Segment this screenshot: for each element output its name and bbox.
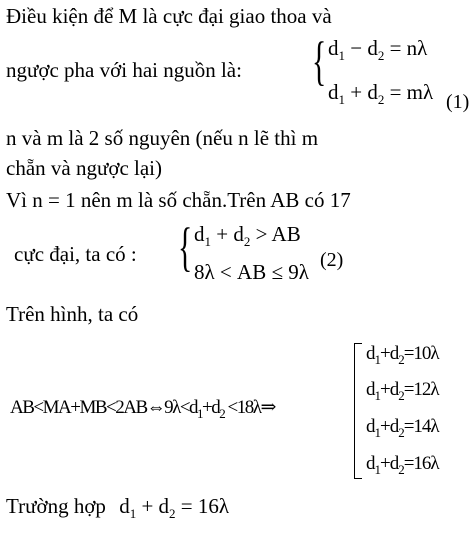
subscript: 1: [374, 425, 380, 440]
operator: + d: [211, 222, 244, 246]
subscript: 2: [398, 425, 404, 440]
var-d: d: [366, 453, 375, 474]
system-2-row-2: 8λ < AB ≤ 9λ: [194, 260, 309, 284]
operator: − d: [345, 36, 378, 60]
subscript: 1: [129, 506, 137, 521]
rhs: = mλ: [384, 80, 434, 104]
rhs: = 16λ: [175, 494, 230, 518]
subscript: 2: [219, 406, 225, 421]
subscript: 2: [377, 92, 385, 107]
left-brace-icon: {: [178, 217, 193, 277]
case-row: [366, 380, 439, 402]
var-d: d: [366, 343, 375, 364]
case-row: [366, 417, 439, 439]
inequality-chain: [10, 398, 275, 420]
text-line-2: ngược pha với hai nguồn là:: [6, 58, 242, 82]
subscript: 2: [398, 388, 404, 403]
subscript: 2: [377, 48, 385, 63]
subscript: 2: [398, 462, 404, 477]
var-d: d: [328, 80, 339, 104]
operator: +d: [380, 343, 399, 364]
text-line-8: [6, 496, 229, 520]
var-d: d: [119, 494, 130, 518]
left-brace-icon: {: [312, 31, 327, 91]
case-label: Trường hợp: [6, 494, 106, 518]
subscript: 1: [338, 92, 345, 107]
left-bracket-icon: [354, 343, 362, 479]
text-line-1: Điều kiện để M là cực đại giao thoa và: [6, 4, 332, 28]
chain-part: AB<MA+MB<2AB⇔9λ<d: [10, 397, 198, 418]
operator: +d: [380, 453, 399, 474]
case-row: [366, 454, 439, 476]
rhs: =16λ: [403, 453, 439, 474]
subscript: 1: [374, 352, 380, 367]
subscript: 2: [398, 352, 404, 367]
system-1-row-2: [328, 82, 433, 106]
subscript: 1: [374, 388, 380, 403]
subscript: 2: [243, 234, 251, 249]
text-line-6: cực đại, ta có :: [14, 242, 137, 266]
equation-tag-1: (1): [446, 91, 470, 113]
subscript: 1: [204, 234, 211, 249]
rhs: =10λ: [403, 343, 439, 364]
case-row: [366, 344, 439, 366]
subscript: 2: [169, 506, 176, 521]
var-d: d: [366, 379, 375, 400]
rhs: = nλ: [384, 36, 428, 60]
subscript: 1: [374, 462, 380, 477]
system-2-row-1: [194, 224, 301, 248]
text-line-5: Vì n = 1 nên m là số chẵn.Trên AB có 17: [6, 188, 351, 212]
chain-part: +d: [202, 397, 220, 418]
text-line-4: chẵn và ngược lại): [6, 156, 163, 180]
subscript: 1: [338, 48, 345, 63]
final-equation: [119, 494, 230, 521]
operator: +d: [380, 416, 399, 437]
rhs: > AB: [250, 222, 301, 246]
subscript: 1: [197, 406, 203, 421]
system-1-row-1: [328, 38, 427, 62]
rhs: =14λ: [403, 416, 439, 437]
text-line-3: n và m là 2 số nguyên (nếu n lẽ thì m: [6, 126, 319, 150]
operator: +d: [380, 379, 399, 400]
chain-part: <18λ⇒: [224, 397, 275, 418]
equation-tag-2: (2): [320, 249, 344, 271]
rhs: =12λ: [403, 379, 439, 400]
var-d: d: [366, 416, 375, 437]
operator: + d: [136, 494, 170, 518]
operator: + d: [345, 80, 378, 104]
var-d: d: [328, 36, 339, 60]
var-d: d: [194, 222, 205, 246]
text-line-7: Trên hình, ta có: [6, 302, 139, 326]
